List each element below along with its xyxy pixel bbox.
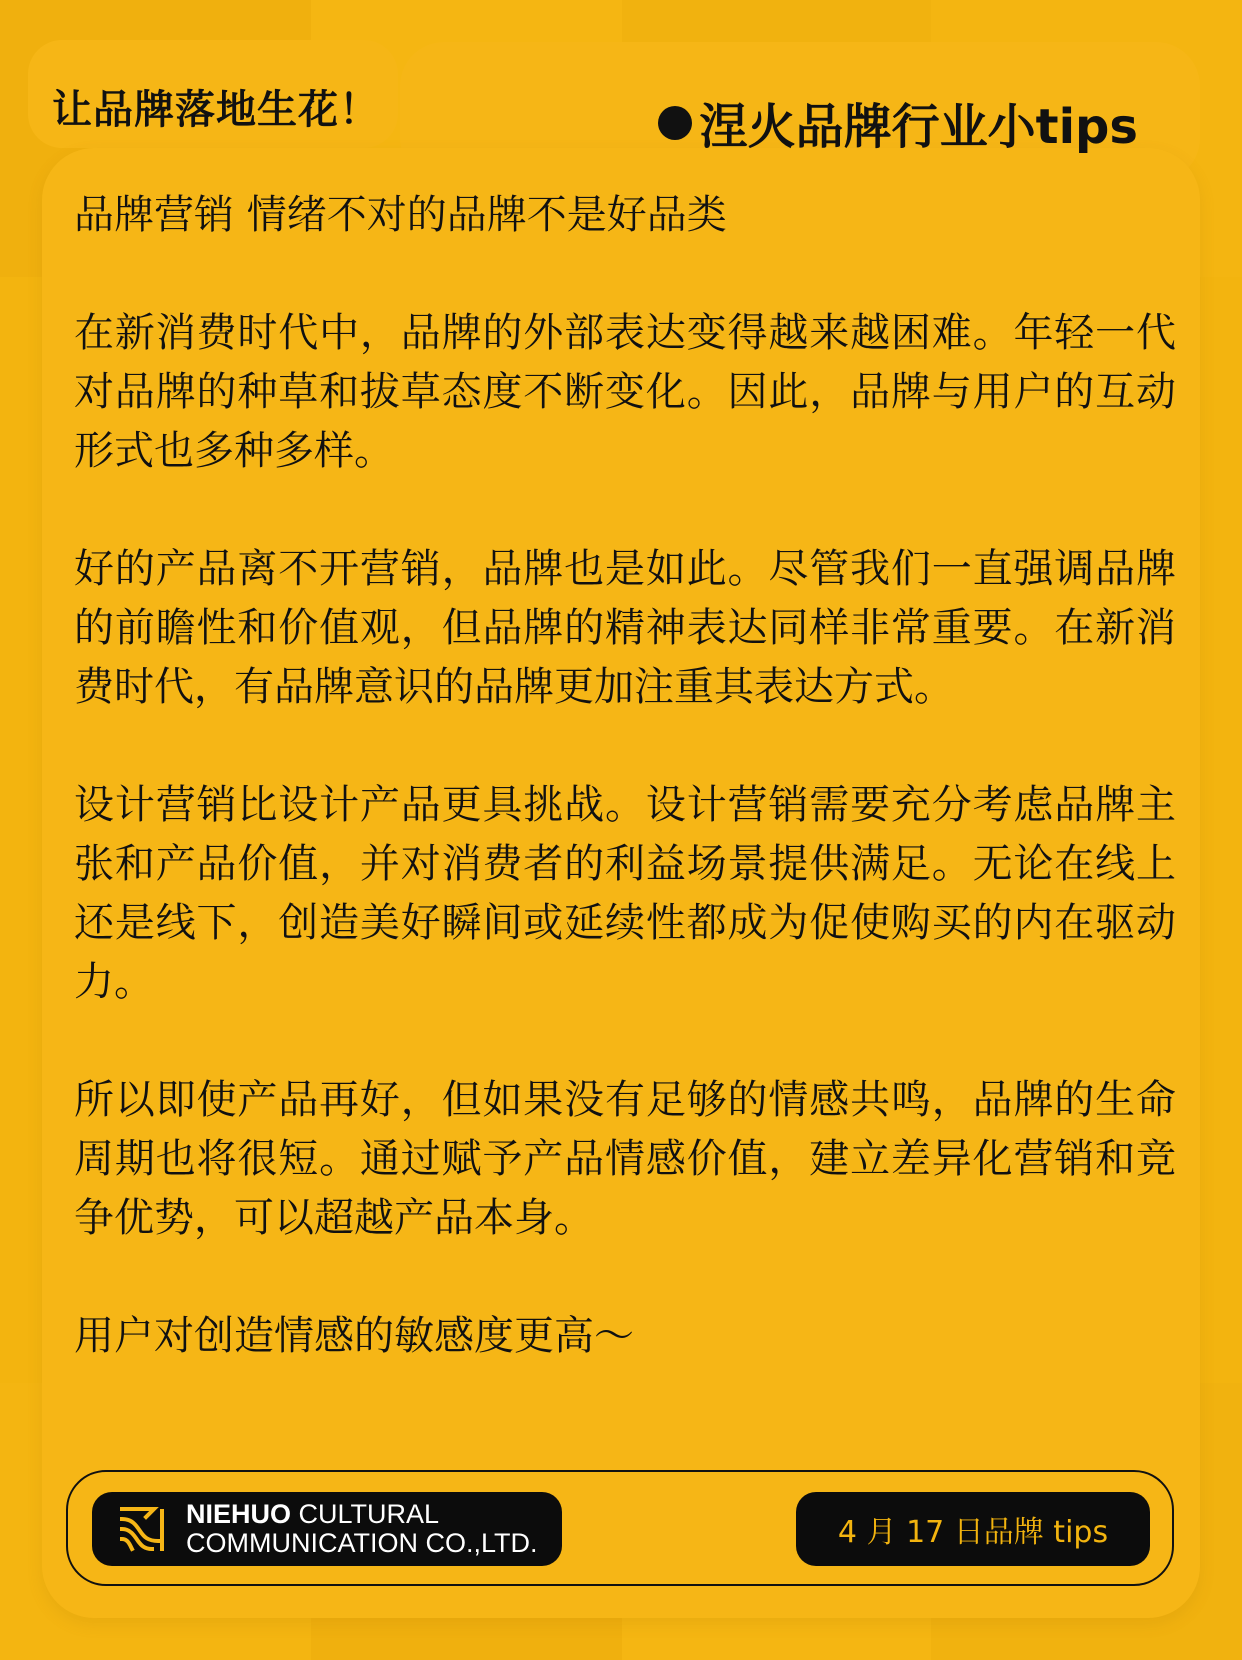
company-name	[186, 1500, 538, 1558]
niehuo-logo-icon	[118, 1503, 170, 1555]
bullet-dot-icon	[658, 106, 692, 140]
tips-title-text: 涅火品牌行业小tips	[699, 99, 1138, 155]
tips-title	[658, 88, 1138, 157]
article-paragraph: 设计营销比设计产品更具挑战。设计营销需要充分考虑品牌主张和产品价值，并对消费者的利益场景提供满足。无论在线上还是线下，创造美好瞬间或延续性都成为促使购买的内在驱动力。	[74, 782, 1176, 1005]
date-badge	[796, 1492, 1150, 1566]
company-name-rest: CULTURAL	[291, 1499, 440, 1529]
date-label: 4 月 17 日品牌 tips	[837, 1515, 1109, 1550]
article-paragraph: 在新消费时代中，品牌的外部表达变得越来越困难。年轻一代对品牌的种草和拔草态度不断变化。因此，品牌与用户的互动形式也多种多样。	[74, 310, 1176, 474]
article-paragraph: 所以即使产品再好，但如果没有足够的情感共鸣，品牌的生命周期也将很短。通过赋予产品情感价值，建立差异化营销和竞争优势，可以超越产品本身。	[74, 1077, 1176, 1241]
article-closing: 用户对创造情感的敏感度更高～	[74, 1313, 634, 1359]
article-paragraph: 好的产品离不开营销，品牌也是如此。尽管我们一直强调品牌的前瞻性和价值观，但品牌的精神表达同样非常重要。在新消费时代，有品牌意识的品牌更加注重其表达方式。	[74, 546, 1176, 710]
article-body	[74, 186, 1176, 1366]
company-name-line2: COMMUNICATION CO.,LTD.	[186, 1528, 538, 1558]
company-badge	[92, 1492, 562, 1566]
tagline: 让品牌落地生花！	[52, 87, 380, 133]
company-name-bold: NIEHUO	[186, 1499, 292, 1529]
article-heading: 品牌营销 情绪不对的品牌不是好品类	[74, 192, 727, 238]
